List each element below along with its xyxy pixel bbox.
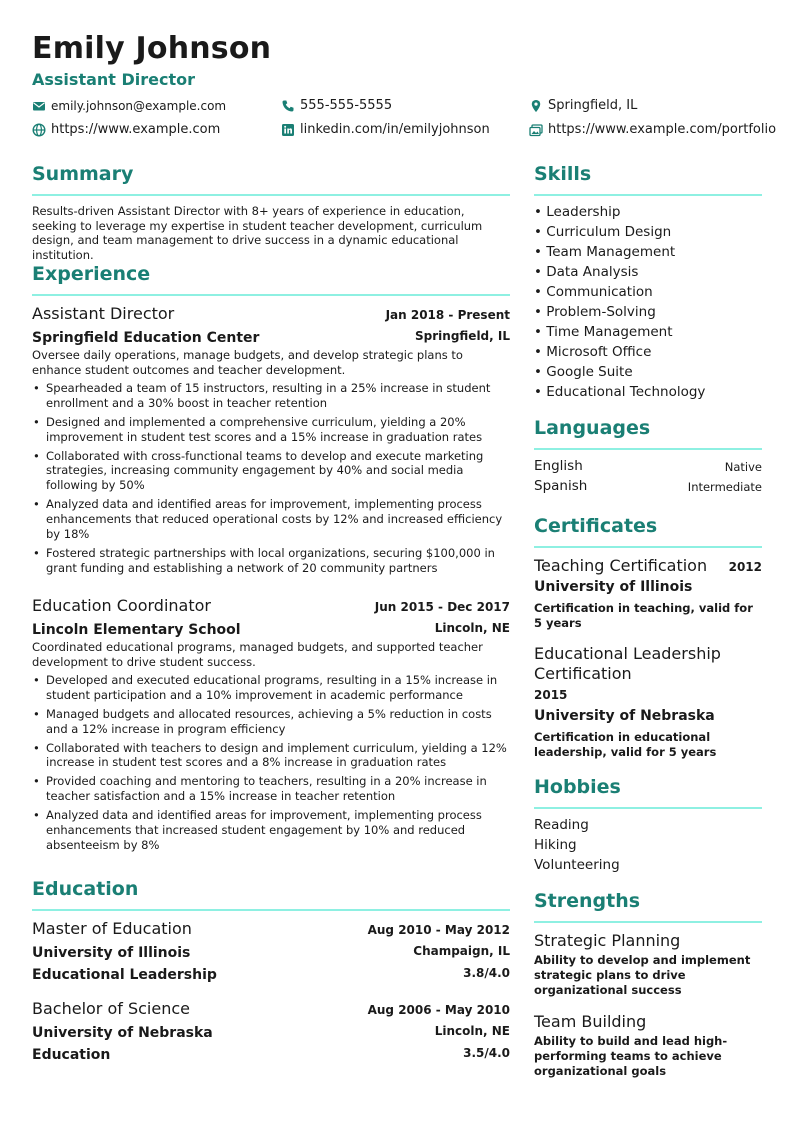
website-text: https://www.example.com bbox=[51, 122, 221, 137]
summary-text: Results-driven Assistant Director with 8+ years of experience in education, seeking to leverage my expertise in student teacher development, curriculum design, and team management to drive success in a dynamic educational institution. bbox=[32, 204, 483, 262]
education-heading: Education bbox=[32, 878, 139, 900]
language-item bbox=[534, 478, 762, 494]
summary-heading: Summary bbox=[32, 163, 134, 185]
experience-item bbox=[32, 596, 510, 857]
contact-phone[interactable] bbox=[281, 98, 392, 113]
globe-icon bbox=[32, 123, 46, 137]
certificates-heading: Certificates bbox=[534, 515, 658, 537]
phone-icon bbox=[281, 99, 295, 113]
school: University of Nebraska bbox=[32, 1025, 213, 1041]
hobbies-heading: Hobbies bbox=[534, 776, 621, 798]
language-item bbox=[534, 458, 762, 474]
job-dates: Jun 2015 - Dec 2017 bbox=[374, 600, 510, 614]
skill-item: • Problem-Solving bbox=[534, 304, 656, 320]
degree: Bachelor of Science bbox=[32, 999, 190, 1018]
skill-item: • Google Suite bbox=[534, 364, 633, 380]
hobby-item: Hiking bbox=[534, 837, 577, 853]
degree: Master of Education bbox=[32, 919, 192, 938]
candidate-role: Assistant Director bbox=[32, 70, 196, 89]
gpa: 3.5/4.0 bbox=[463, 1046, 510, 1060]
field-of-study: Education bbox=[32, 1047, 111, 1063]
skills-list bbox=[534, 202, 762, 402]
skill-item: • Educational Technology bbox=[534, 384, 706, 400]
education-dates: Aug 2006 - May 2010 bbox=[367, 1003, 510, 1017]
education-item bbox=[32, 919, 510, 986]
skill-item: • Curriculum Design bbox=[534, 224, 672, 240]
skill-item: • Microsoft Office bbox=[534, 344, 652, 360]
job-bullet: • Fostered strategic partnerships with local organizations, securing $100,000 in grant funding and establishing a network of 20 community partners bbox=[32, 546, 510, 576]
linkedin-text: linkedin.com/in/emilyjohnson bbox=[300, 122, 490, 137]
certificate-year: 2012 bbox=[728, 560, 762, 574]
job-company: Lincoln Elementary School bbox=[32, 622, 241, 638]
job-title: Education Coordinator bbox=[32, 596, 211, 615]
certificate-description: Certification in educational leadership, valid for 5 years bbox=[534, 730, 717, 759]
job-bullet: • Developed and executed educational programs, resulting in a 15% increase in student participation and a 10% improvement in academic performance bbox=[32, 673, 510, 703]
location-text: Springfield, IL bbox=[548, 98, 638, 113]
language-name: Spanish bbox=[534, 478, 588, 494]
hobbies-list bbox=[534, 815, 762, 875]
job-bullet: • Analyzed data and identified areas for improvement, implementing process enhancements that reduced operational costs by 12% and increased efficiency by 18% bbox=[32, 497, 510, 541]
contact-website[interactable] bbox=[32, 122, 220, 137]
school-location: Lincoln, NE bbox=[434, 1024, 510, 1038]
field-of-study: Educational Leadership bbox=[32, 967, 217, 983]
skill-item: • Data Analysis bbox=[534, 264, 639, 280]
skill-item: • Time Management bbox=[534, 324, 673, 340]
job-bullet: • Provided coaching and mentoring to teachers, resulting in a 20% increase in teacher satisfaction and a 15% increase in teacher retention bbox=[32, 774, 510, 804]
strengths-rule bbox=[534, 921, 762, 923]
strength-description: Ability to develop and implement strategic plans to drive organizational success bbox=[534, 953, 751, 997]
certificate-name: Educational Leadership Certification bbox=[534, 644, 721, 683]
skill-item: • Communication bbox=[534, 284, 653, 300]
certificate-year: 2015 bbox=[534, 688, 568, 702]
language-level: Native bbox=[724, 460, 762, 474]
linkedin-icon bbox=[281, 123, 295, 137]
job-bullet: • Designed and implemented a comprehensive curriculum, yielding a 20% improvement in student test scores and a 15% increase in graduation rates bbox=[32, 415, 510, 445]
phone-text: 555-555-5555 bbox=[300, 98, 393, 113]
strength-description: Ability to build and lead high-performing teams to achieve organizational goals bbox=[534, 1034, 728, 1078]
strength-item bbox=[534, 931, 762, 998]
certificate-description: Certification in teaching, valid for 5 years bbox=[534, 601, 753, 630]
certificate-name: Teaching Certification bbox=[534, 556, 708, 575]
job-dates: Jan 2018 - Present bbox=[385, 308, 510, 322]
job-bullet: • Spearheaded a team of 15 instructors, resulting in a 25% increase in student enrollment and a 30% boost in teacher retention bbox=[32, 381, 510, 411]
portfolio-text: https://www.example.com/portfolio bbox=[548, 122, 777, 137]
experience-heading: Experience bbox=[32, 263, 151, 285]
contact-linkedin[interactable] bbox=[281, 122, 490, 137]
gpa: 3.8/4.0 bbox=[463, 966, 510, 980]
job-bullet: • Managed budgets and allocated resources, achieving a 5% reduction in costs and a 12% increase in program efficiency bbox=[32, 707, 510, 737]
contact-portfolio[interactable] bbox=[529, 122, 776, 137]
job-description: Coordinated educational programs, managed budgets, and supported teacher development to drive student success. bbox=[32, 640, 483, 669]
certificates-rule bbox=[534, 546, 762, 548]
certificate-item bbox=[534, 644, 762, 760]
job-bullet: • Analyzed data and identified areas for improvement, implementing process enhancements that increased student engagement by 10% and reduced absenteeism by 8% bbox=[32, 808, 510, 852]
skill-item: • Leadership bbox=[534, 204, 621, 220]
education-rule bbox=[32, 909, 510, 911]
job-bullets bbox=[32, 673, 510, 853]
language-name: English bbox=[534, 458, 583, 474]
languages-heading: Languages bbox=[534, 417, 651, 439]
languages-rule bbox=[534, 448, 762, 450]
contact-location bbox=[529, 98, 637, 113]
envelope-icon bbox=[32, 99, 46, 113]
skill-item: • Team Management bbox=[534, 244, 676, 260]
job-company: Springfield Education Center bbox=[32, 330, 260, 346]
job-description: Oversee daily operations, manage budgets, and develop strategic plans to enhance student outcomes and teacher development. bbox=[32, 348, 463, 377]
map-pin-icon bbox=[529, 99, 543, 113]
hobby-item: Volunteering bbox=[534, 857, 620, 873]
skills-heading: Skills bbox=[534, 163, 592, 185]
strength-name: Strategic Planning bbox=[534, 931, 681, 950]
strength-item bbox=[534, 1012, 762, 1079]
school-location: Champaign, IL bbox=[413, 944, 510, 958]
school: University of Illinois bbox=[32, 945, 191, 961]
summary-rule bbox=[32, 194, 510, 196]
education-item bbox=[32, 999, 510, 1066]
job-bullets bbox=[32, 381, 510, 575]
language-level: Intermediate bbox=[687, 480, 762, 494]
contact-email[interactable] bbox=[32, 99, 226, 113]
experience-rule bbox=[32, 294, 510, 296]
certificate-issuer: University of Illinois bbox=[534, 579, 693, 595]
experience-item bbox=[32, 304, 510, 580]
education-dates: Aug 2010 - May 2012 bbox=[367, 923, 510, 937]
job-location: Springfield, IL bbox=[415, 329, 510, 343]
hobbies-rule bbox=[534, 807, 762, 809]
job-location: Lincoln, NE bbox=[434, 621, 510, 635]
job-bullet: • Collaborated with teachers to design and implement curriculum, yielding a 12% increase in student test scores and a 8% increase in graduation rates bbox=[32, 741, 510, 771]
job-bullet: • Collaborated with cross-functional teams to develop and execute marketing strategies, increasing community engagement by 40% and social media following by 50% bbox=[32, 449, 510, 493]
hobby-item: Reading bbox=[534, 817, 589, 833]
email-text: emily.johnson@example.com bbox=[51, 99, 227, 113]
certificate-issuer: University of Nebraska bbox=[534, 708, 715, 724]
portfolio-icon bbox=[529, 123, 543, 137]
strengths-heading: Strengths bbox=[534, 890, 641, 912]
certificate-item bbox=[534, 556, 762, 631]
job-title: Assistant Director bbox=[32, 304, 175, 323]
skills-rule bbox=[534, 194, 762, 196]
strength-name: Team Building bbox=[534, 1012, 647, 1031]
candidate-name: Emily Johnson bbox=[32, 31, 272, 66]
